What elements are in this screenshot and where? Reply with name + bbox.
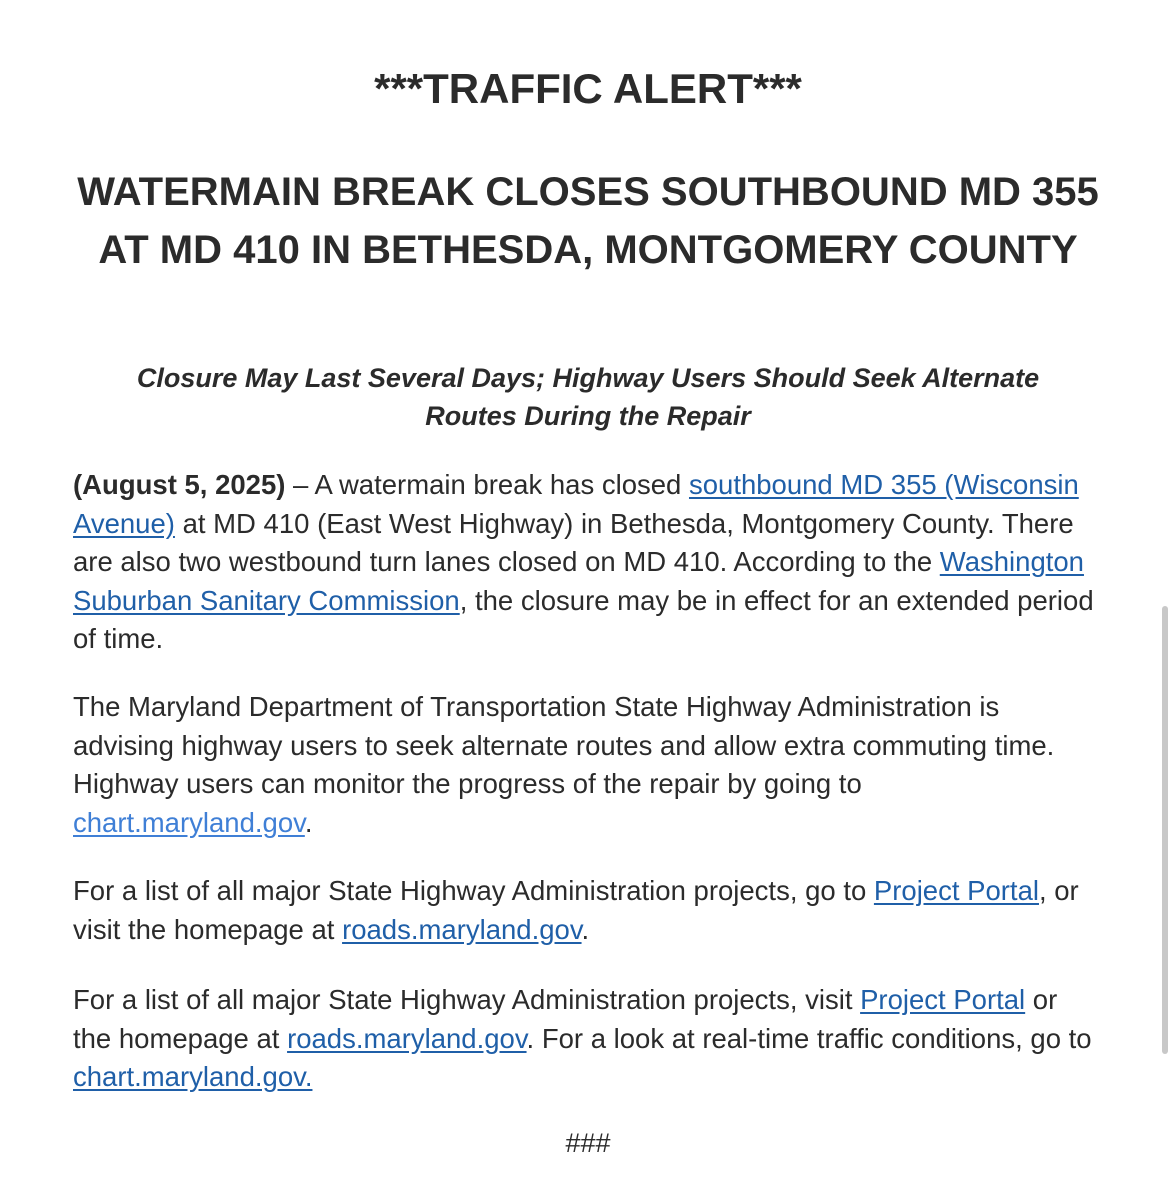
- subheadline: Closure May Last Several Days; Highway Users Should Seek Alternate Routes During the Repair: [136, 363, 1040, 431]
- paragraph-projects-traffic: [73, 981, 1103, 1097]
- roads-maryland-link[interactable]: roads.maryland.gov: [287, 1022, 527, 1054]
- paragraph-text: , the closure may be in effect for an extended period of time.: [73, 584, 1094, 654]
- headline: WATERMAIN BREAK CLOSES SOUTHBOUND MD 355 AT MD 410 IN BETHESDA, MONTGOMERY COUNTY: [77, 170, 1099, 272]
- paragraph-text: at MD 410 (East West Highway) in Bethesda, Montgomery County. There are also two westbound turn lanes closed on MD 410. According to the: [73, 507, 1074, 577]
- paragraph-text: – A watermain break has closed: [285, 469, 689, 500]
- paragraph-text: .: [304, 806, 313, 838]
- paragraph-announcement: [73, 466, 1103, 659]
- project-portal-link[interactable]: Project Portal: [860, 984, 1026, 1015]
- paragraph-text: For a list of all major State Highway Administration projects, visit: [73, 984, 861, 1015]
- paragraph-text: The Maryland Department of Transportation State Highway Administration is advising highway users to seek alternate routes and allow extra commuting time. Highway users can monitor the progress of the repair by going to: [73, 691, 1055, 799]
- paragraph-text: . For a look at real-time traffic conditions, go to: [526, 1022, 1092, 1054]
- wssc-link[interactable]: Washington Suburban Sanitary Commission: [73, 546, 1084, 616]
- md355-link[interactable]: southbound MD 355 (Wisconsin Avenue): [73, 469, 1079, 539]
- paragraph-advisory: [73, 688, 1103, 842]
- paragraph-text: For a list of all major State Highway Administration projects, go to: [73, 875, 874, 906]
- paragraph-text: or the homepage at: [73, 984, 1058, 1054]
- chart-maryland-link[interactable]: chart.maryland.gov.: [73, 1061, 313, 1092]
- roads-maryland-link[interactable]: roads.maryland.gov: [342, 913, 582, 945]
- paragraph-projects: [73, 872, 1103, 949]
- project-portal-link[interactable]: Project Portal: [873, 875, 1039, 906]
- release-date: (August 5, 2025): [73, 469, 286, 500]
- scrollbar[interactable]: [1162, 606, 1168, 1054]
- paragraph-text: , or visit the homepage at: [73, 875, 1079, 945]
- paragraph-text: .: [581, 913, 590, 945]
- end-marker: ###: [565, 1128, 611, 1158]
- chart-maryland-link[interactable]: chart.maryland.gov: [73, 806, 305, 838]
- alert-title: ***TRAFFIC ALERT***: [374, 65, 802, 112]
